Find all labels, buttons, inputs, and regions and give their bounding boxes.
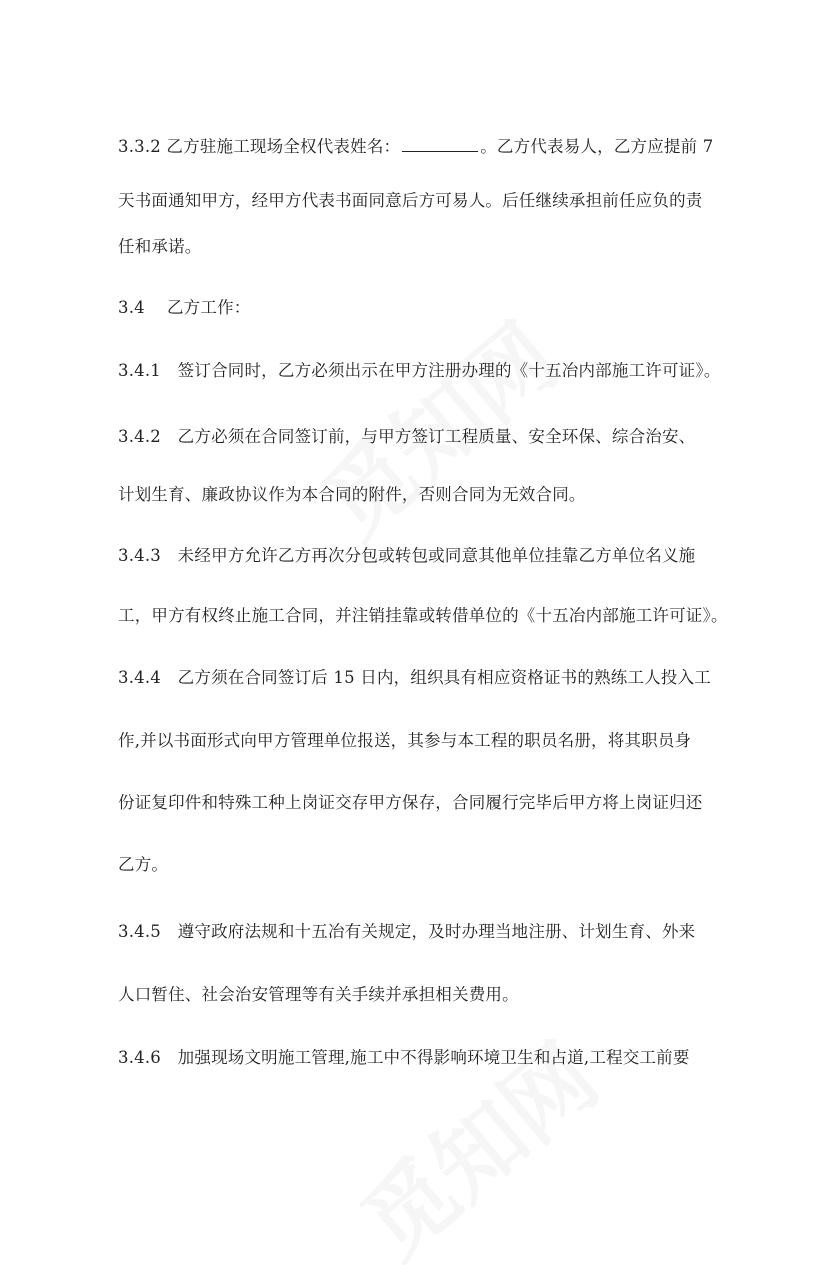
text-line: 作,并以书面形式向甲方管理单位报送，其参与本工程的职员名册，将其职员身 xyxy=(118,731,692,750)
text-line: 3.4.4 乙方须在合同签订后 15 日内，组织具有相应资格证书的熟练工人投入工 xyxy=(118,668,711,687)
text-line: 3.4.5 遵守政府法规和十五冶有关规定，及时办理当地注册、计划生育、外来 xyxy=(118,922,696,941)
section-heading: 3.4 乙方工作： xyxy=(118,298,251,317)
name-blank-field xyxy=(402,137,478,152)
text-line: 人口暂住、社会治安管理等有关手续并承担相关费用。 xyxy=(118,985,519,1004)
text-line: 3.4.6 加强现场文明施工管理,施工中不得影响环境卫生和占道,工程交工前要 xyxy=(118,1048,690,1067)
text-line: 3.4.2 乙方必须在合同签订前，与甲方签订工程质量、安全环保、综合治安、 xyxy=(118,427,696,446)
text-line: 天书面通知甲方，经甲方代表书面同意后方可易人。后任继续承担前任应负的责 xyxy=(118,191,703,210)
text-line: 工，甲方有权终止施工合同，并注销挂靠或转借单位的《十五冶内部施工许可证》。 xyxy=(118,606,728,625)
text-line: 计划生育、廉政协议作为本合同的附件，否则合同为无效合同。 xyxy=(118,485,586,504)
text-line: 乙方。 xyxy=(118,855,169,874)
text-line: 份证复印件和特殊工种上岗证交存甲方保存，合同履行完毕后甲方将上岗证归还 xyxy=(118,793,703,812)
text-line: 3.3.2 乙方驻施工现场全权代表姓名： 。乙方代表易人，乙方应提前 7 xyxy=(118,137,714,156)
text-line: 3.4.3 未经甲方允许乙方再次分包或转包或同意其他单位挂靠乙方单位名义施 xyxy=(118,546,696,565)
text-line: 3.4.1 签订合同时，乙方必须出示在甲方注册办理的《十五冶内部施工许可证》。 xyxy=(118,361,721,380)
text-line: 任和承诺。 xyxy=(118,237,202,256)
